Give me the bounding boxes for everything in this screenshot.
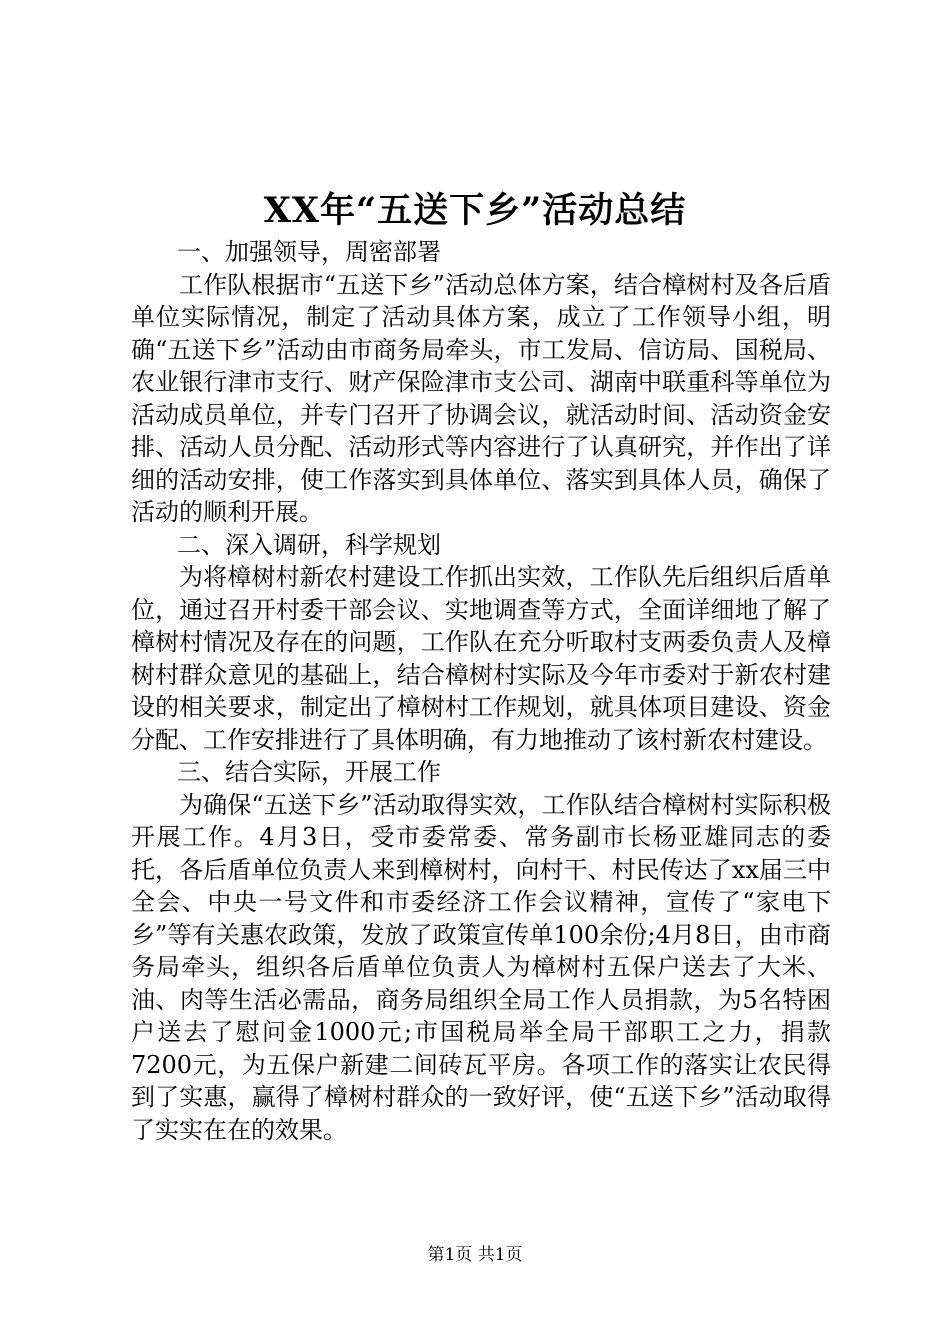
section-heading-1: 一、加强领导，周密部署 — [177, 238, 441, 266]
section-heading-2: 二、深入调研，科学规划 — [177, 530, 441, 559]
page-footer: 第1页 共1页 — [427, 1245, 523, 1265]
document-body — [131, 236, 831, 1146]
document-title: XX年“五送下乡”活动总结 — [263, 190, 687, 231]
section-paragraph-1: 工作队根据市“五送下乡”活动总体方案，结合樟树村及各后盾单位实际情况，制定了活动具体方案，成立了工作领导小组，明确“五送下乡”活动由市商务局牵头，市工发局、信访局、国税局、农业银行津市支行、财产保险津市支公司、湖南中联重科等单位为活动成员单位，并专门召开了协调会议，就活动时间、活动资金安排、活动人员分配、活动形式等内容进行了认真研究，并作出了详细的活动安排，使工作落实到具体单位、落实到具体人员，确保了活动的顺利开展。 — [131, 270, 831, 526]
section-heading-3: 三、结合实际，开展工作 — [177, 758, 441, 786]
section-paragraph-2: 为将樟树村新农村建设工作抓出实效，工作队先后组织后盾单位，通过召开村委干部会议、实地调查等方式，全面详细地了解了樟树村情况及存在的问题，工作队在充分听取村支两委负责人及樟树村群众意见的基础上，结合樟树村实际及今年市委对于新农村建设的相关要求，制定出了樟树村工作规划，就具体项目建设、资金分配、工作安排进行了具体明确，有力地推动了该村新农村建设。 — [131, 563, 831, 754]
section-paragraph-3: 为确保“五送下乡”活动取得实效，工作队结合樟树村实际积极开展工作。4月3日，受市委常委、常务副市长杨亚雄同志的委托，各后盾单位负责人来到樟树村，向村干、村民传达了xx届三中全会、中央一号文件和市委经济工作会议精神，宣传了“家电下乡”等有关惠农政策，发放了政策宣传单100余份;4月8日，由市商务局牵头，组织各后盾单位负责人为樟树村五保户送去了大米、油、肉等生活必需品，商务局组织全局工作人员捐款，为5名特困户送去了慰问金1000元;市国税局举全局干部职工之力，捐款7200元，为五保户新建二间砖瓦平房。各项工作的落实让农民得到了实惠，赢得了樟树村群众的一致好评，使“五送下乡”活动取得了实实在在的效果。 — [131, 790, 831, 1144]
